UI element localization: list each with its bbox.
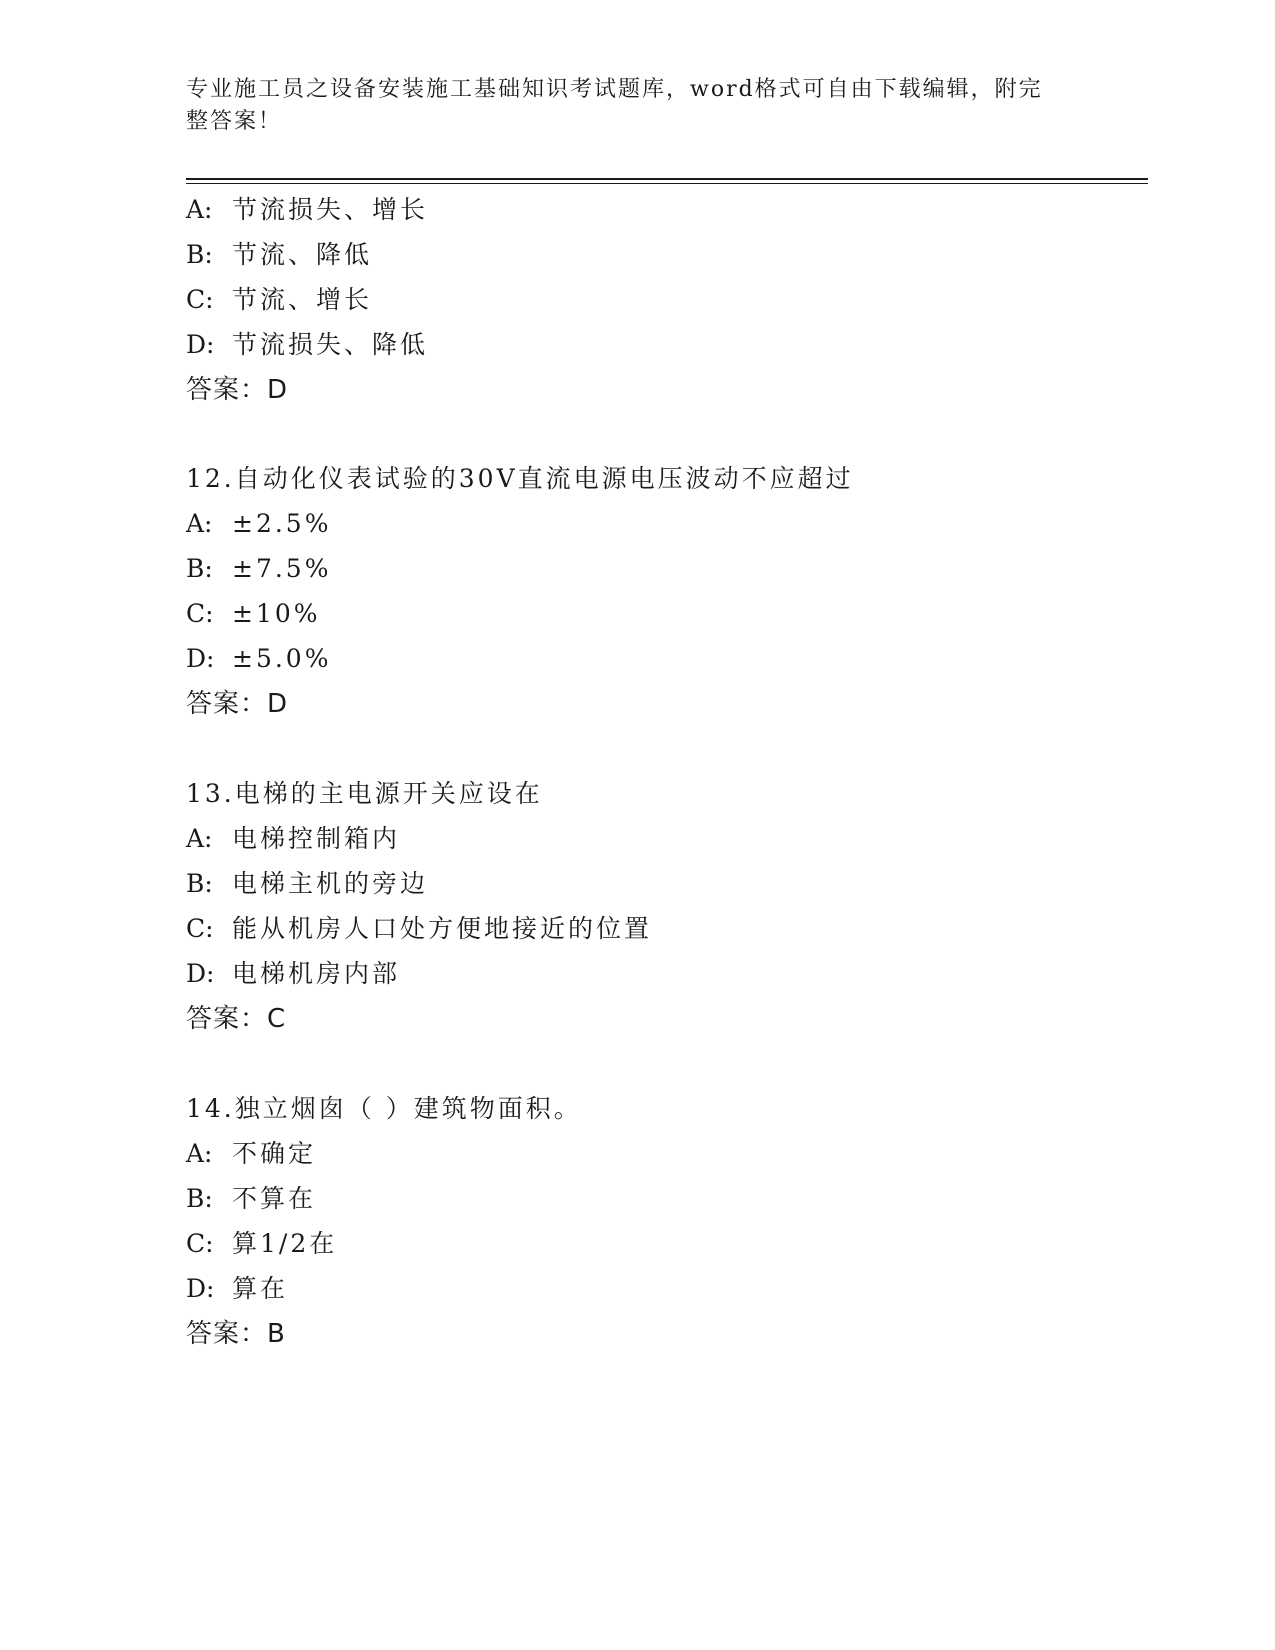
q12-option-c: C: ±10% — [186, 599, 321, 628]
q11-option-a: A: 节流损失、增长 — [186, 195, 429, 224]
q14-option-b: B: 不算在 — [186, 1184, 317, 1213]
q12-option-b: B: ±7.5% — [186, 554, 332, 583]
document-header — [186, 74, 1066, 138]
q14-option-d: D: 算在 — [186, 1274, 289, 1303]
q13-option-c: C: 能从机房人口处方便地接近的位置 — [186, 914, 653, 943]
header-line-2: 整答案！ — [186, 109, 283, 134]
q14-answer: 答案：B — [186, 1319, 286, 1349]
q12-option-d: D: ±5.0% — [186, 644, 332, 673]
q14-option-a: A: 不确定 — [186, 1139, 317, 1168]
q13-answer: 答案：C — [186, 1004, 287, 1034]
q12-question: 12.自动化仪表试验的30V直流电源电压波动不应超过 — [186, 464, 854, 493]
q12-option-a: A: ±2.5% — [186, 509, 332, 538]
q14-option-c: C: 算1/2在 — [186, 1229, 338, 1258]
q13-option-b: B: 电梯主机的旁边 — [186, 869, 429, 898]
q13-option-a: A: 电梯控制箱内 — [186, 824, 401, 853]
header-divider-thick — [186, 178, 1148, 180]
q13-question: 13.电梯的主电源开关应设在 — [186, 779, 543, 808]
q12-answer: 答案：D — [186, 689, 289, 719]
q11-option-b: B: 节流、降低 — [186, 240, 373, 269]
q11-answer: 答案：D — [186, 375, 289, 405]
q13-option-d: D: 电梯机房内部 — [186, 959, 401, 988]
q11-option-d: D: 节流损失、降低 — [186, 330, 429, 359]
q14-question: 14.独立烟囱（ ）建筑物面积。 — [186, 1094, 582, 1123]
header-line-1: 专业施工员之设备安装施工基础知识考试题库，word格式可自由下载编辑，附完 — [186, 77, 1043, 102]
header-divider-thin — [186, 183, 1148, 184]
q11-option-c: C: 节流、增长 — [186, 285, 373, 314]
